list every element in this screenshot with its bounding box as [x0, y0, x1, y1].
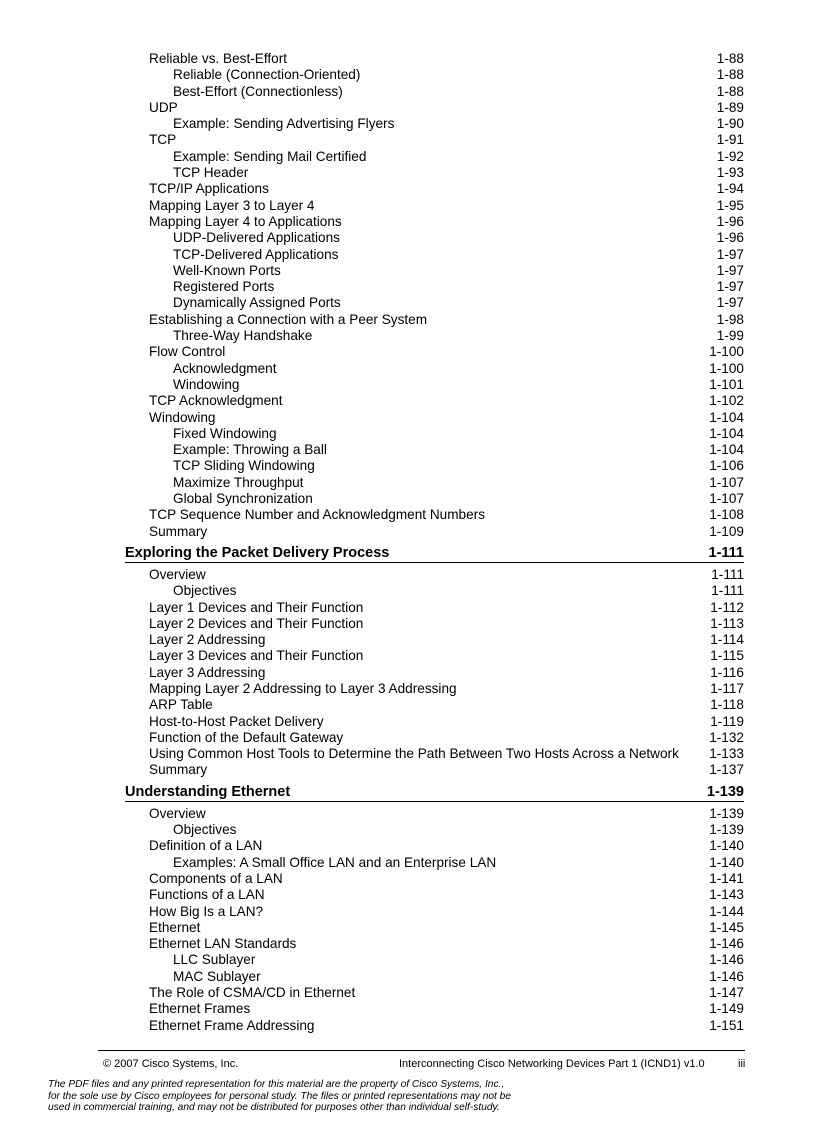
toc-entry[interactable] [125, 936, 744, 952]
toc-entry[interactable] [125, 361, 744, 377]
toc-entry[interactable] [125, 279, 744, 295]
toc-entry-page: 1-140 [709, 854, 744, 870]
toc-entry-page: 1-96 [716, 213, 744, 229]
toc-entry-title: Using Common Host Tools to Determine the Path Between Two Hosts Across a Network [149, 746, 679, 762]
toc-entry-title: Ethernet Frame Addressing [149, 1017, 315, 1033]
toc-entry-page: 1-114 [710, 632, 744, 648]
toc-entry[interactable] [125, 230, 744, 246]
toc-entry[interactable] [125, 377, 744, 393]
toc-entry[interactable] [125, 648, 744, 664]
toc-entry[interactable] [125, 632, 744, 648]
toc-entry[interactable] [125, 198, 744, 214]
toc-entry-title: Reliable vs. Best-Effort [149, 51, 288, 66]
toc-entry[interactable] [125, 328, 744, 344]
toc-entry-title: Mapping Layer 3 to Layer 4 [149, 197, 315, 213]
toc-entry-page: 1-96 [716, 230, 744, 246]
table-of-contents [125, 51, 744, 1034]
toc-entry-title: Layer 3 Devices and Their Function [149, 648, 364, 664]
toc-entry-page: 1-107 [709, 491, 744, 507]
toc-entry-title: Understanding Ethernet [125, 783, 291, 800]
toc-entry-title: UDP-Delivered Applications [173, 230, 340, 246]
toc-entry[interactable] [125, 410, 744, 426]
toc-entry-title: Three-Way Handshake [173, 328, 313, 344]
toc-entry[interactable] [125, 904, 744, 920]
toc-entry[interactable] [125, 426, 744, 442]
toc-entry-page: 1-116 [710, 664, 744, 680]
toc-entry[interactable] [125, 746, 744, 762]
toc-entry-title: Example: Throwing a Ball [173, 442, 327, 458]
toc-entry[interactable] [125, 181, 744, 197]
toc-entry-title: Example: Sending Mail Certified [173, 148, 367, 164]
toc-entry-title: Fixed Windowing [173, 425, 277, 441]
toc-entry-page: 1-101 [709, 376, 744, 392]
toc-entry[interactable] [125, 697, 744, 713]
toc-entry-page: 1-146 [709, 968, 744, 984]
toc-entry-page: 1-98 [716, 311, 744, 327]
toc-entry-page: 1-146 [709, 952, 744, 968]
toc-entry[interactable] [125, 149, 744, 165]
toc-entry-page: 1-97 [716, 262, 744, 278]
toc-entry[interactable] [125, 100, 744, 116]
toc-entry-title: Best-Effort (Connectionless) [173, 83, 343, 99]
toc-entry[interactable] [125, 1018, 744, 1034]
toc-entry-page: 1-109 [709, 523, 744, 539]
toc-entry-title: Components of a LAN [149, 870, 283, 886]
toc-entry-page: 1-89 [716, 99, 744, 115]
toc-entry-title: TCP Header [173, 165, 249, 181]
toc-entry-page: 1-133 [709, 746, 744, 762]
toc-entry-page: 1-99 [716, 328, 744, 344]
toc-entry[interactable] [125, 730, 744, 746]
toc-entry-title: Layer 3 Addressing [149, 664, 266, 680]
toc-entry-page: 1-139 [709, 822, 744, 838]
toc-entry-title: Summary [149, 523, 208, 539]
toc-entry-title: Overview [149, 805, 206, 821]
toc-entry-page: 1-88 [716, 67, 744, 83]
disclaimer-line: for the sole use by Cisco employees for personal study. The files or printed representations may not be [48, 1090, 512, 1102]
toc-entry-page: 1-143 [709, 887, 744, 903]
toc-entry-page: 1-141 [709, 870, 744, 886]
disclaimer [48, 1079, 608, 1114]
toc-entry-page: 1-91 [716, 132, 744, 148]
toc-entry-page: 1-137 [709, 762, 744, 778]
toc-entry-title: Definition of a LAN [149, 838, 263, 854]
toc-entry-title: Objectives [173, 822, 237, 838]
toc-entry-page: 1-111 [711, 566, 744, 582]
toc-entry[interactable] [125, 263, 744, 279]
toc-section-heading[interactable] [125, 784, 744, 802]
toc-entry-page: 1-108 [709, 507, 744, 523]
toc-entry[interactable] [125, 952, 744, 968]
toc-entry[interactable] [125, 920, 744, 936]
toc-entry-page: 1-144 [709, 903, 744, 919]
footer-course-title: Interconnecting Cisco Networking Devices Part 1 (ICND1) v1.0 [399, 1058, 705, 1070]
toc-entry-title: Objectives [173, 583, 237, 599]
toc-entry[interactable] [125, 855, 744, 871]
toc-entry[interactable] [125, 247, 744, 263]
toc-entry-title: Flow Control [149, 344, 226, 360]
toc-entry-title: Registered Ports [173, 279, 275, 295]
toc-entry-page: 1-147 [709, 985, 744, 1001]
toc-entry-title: Layer 1 Devices and Their Function [149, 599, 364, 615]
toc-entry-title: ARP Table [149, 697, 213, 713]
toc-entry-title: TCP [149, 132, 177, 148]
toc-entry-title: Dynamically Assigned Ports [173, 295, 341, 311]
toc-entry-page: 1-100 [709, 360, 744, 376]
toc-entry-title: TCP Sequence Number and Acknowledgment Numbers [149, 507, 485, 523]
toc-entry-title: Host-to-Host Packet Delivery [149, 713, 324, 729]
disclaimer-line: used in commercial training, and may not be distributed for purposes other than individual self-study. [48, 1102, 500, 1113]
toc-entry-page: 1-111 [711, 583, 744, 599]
toc-entry-page: 1-97 [716, 279, 744, 295]
toc-entry-title: Ethernet [149, 919, 201, 935]
toc-entry-page: 1-111 [708, 544, 744, 561]
toc-entry[interactable] [125, 84, 744, 100]
toc-entry-page: 1-88 [716, 83, 744, 99]
toc-entry[interactable] [125, 665, 744, 681]
toc-entry-title: Establishing a Connection with a Peer System [149, 311, 428, 327]
toc-entry-page: 1-88 [716, 51, 744, 66]
toc-entry-title: Acknowledgment [173, 360, 277, 376]
toc-entry[interactable] [125, 67, 744, 83]
toc-entry[interactable] [125, 1001, 744, 1017]
toc-entry-page: 1-149 [709, 1001, 744, 1017]
toc-entry-title: Overview [149, 566, 206, 582]
toc-entry-title: TCP Sliding Windowing [173, 458, 315, 474]
toc-entry-page: 1-115 [710, 648, 744, 664]
toc-entry-page: 1-132 [709, 729, 744, 745]
toc-entry[interactable] [125, 681, 744, 697]
toc-entry-page: 1-104 [709, 425, 744, 441]
toc-entry-title: Examples: A Small Office LAN and an Enterprise LAN [173, 854, 497, 870]
toc-entry-title: MAC Sublayer [173, 968, 261, 984]
toc-entry-page: 1-118 [710, 697, 744, 713]
toc-entry[interactable] [125, 51, 744, 67]
toc-entry-title: TCP/IP Applications [149, 181, 269, 197]
toc-entry-title: Reliable (Connection-Oriented) [173, 67, 361, 83]
toc-entry-page: 1-97 [716, 246, 744, 262]
toc-entry-page: 1-93 [716, 165, 744, 181]
toc-entry-title: How Big Is a LAN? [149, 903, 264, 919]
toc-entry-title: Mapping Layer 2 Addressing to Layer 3 Addressing [149, 680, 457, 696]
toc-entry[interactable] [125, 887, 744, 903]
footer-page-number: iii [738, 1058, 746, 1070]
toc-entry[interactable] [125, 344, 744, 360]
toc-entry-page: 1-119 [710, 713, 744, 729]
toc-entry[interactable] [125, 442, 744, 458]
toc-entry-title: Windowing [149, 409, 216, 425]
toc-entry-page: 1-90 [716, 116, 744, 132]
footer-divider [98, 1050, 745, 1051]
toc-entry-page: 1-107 [709, 474, 744, 490]
toc-entry-title: Well-Known Ports [173, 262, 281, 278]
toc-entry[interactable] [125, 600, 744, 616]
toc-entry-title: Function of the Default Gateway [149, 729, 344, 745]
toc-entry[interactable] [125, 762, 744, 778]
toc-entry-page: 1-102 [709, 393, 744, 409]
toc-entry-page: 1-151 [709, 1017, 744, 1033]
toc-entry-page: 1-113 [710, 615, 744, 631]
toc-entry-page: 1-145 [709, 919, 744, 935]
toc-entry[interactable] [125, 165, 744, 181]
toc-entry[interactable] [125, 458, 744, 474]
toc-entry-title: UDP [149, 99, 178, 115]
toc-entry[interactable] [125, 969, 744, 985]
toc-entry-title: Maximize Throughput [173, 474, 304, 490]
toc-entry-title: The Role of CSMA/CD in Ethernet [149, 985, 356, 1001]
toc-entry[interactable] [125, 491, 744, 507]
toc-entry[interactable] [125, 214, 744, 230]
toc-entry-page: 1-104 [709, 442, 744, 458]
toc-entry[interactable] [125, 806, 744, 822]
toc-entry[interactable] [125, 507, 744, 523]
toc-entry[interactable] [125, 567, 744, 583]
toc-entry-page: 1-94 [716, 181, 744, 197]
toc-entry-page: 1-112 [710, 599, 744, 615]
toc-entry-page: 1-100 [709, 344, 744, 360]
toc-entry-page: 1-117 [710, 680, 744, 696]
toc-entry[interactable] [125, 583, 744, 599]
toc-entry-title: Summary [149, 762, 208, 778]
toc-entry-title: Windowing [173, 376, 240, 392]
toc-entry-title: Ethernet LAN Standards [149, 936, 297, 952]
toc-entry[interactable] [125, 871, 744, 887]
toc-entry-title: Functions of a LAN [149, 887, 265, 903]
toc-entry-page: 1-139 [709, 805, 744, 821]
toc-entry[interactable] [125, 714, 744, 730]
toc-entry[interactable] [125, 116, 744, 132]
footer-copyright: © 2007 Cisco Systems, Inc. [103, 1058, 239, 1070]
toc-entry[interactable] [125, 822, 744, 838]
toc-entry-page: 1-106 [709, 458, 744, 474]
toc-entry[interactable] [125, 985, 744, 1001]
toc-entry-page: 1-139 [706, 783, 744, 800]
toc-entry-page: 1-92 [716, 148, 744, 164]
toc-entry-page: 1-97 [716, 295, 744, 311]
toc-entry-title: Mapping Layer 4 to Applications [149, 213, 342, 229]
toc-entry-title: Ethernet Frames [149, 1001, 251, 1017]
toc-entry[interactable] [125, 312, 744, 328]
toc-entry-page: 1-146 [709, 936, 744, 952]
toc-entry-title: TCP Acknowledgment [149, 393, 283, 409]
toc-entry[interactable] [125, 393, 744, 409]
toc-entry[interactable] [125, 132, 744, 148]
toc-entry[interactable] [125, 524, 744, 540]
toc-entry[interactable] [125, 616, 744, 632]
toc-entry[interactable] [125, 838, 744, 854]
toc-entry[interactable] [125, 475, 744, 491]
toc-entry-title: Layer 2 Devices and Their Function [149, 615, 364, 631]
toc-entry-title: Global Synchronization [173, 491, 313, 507]
toc-entry-page: 1-104 [709, 409, 744, 425]
toc-section-heading[interactable] [125, 545, 744, 563]
toc-entry-page: 1-140 [709, 838, 744, 854]
toc-entry-title: TCP-Delivered Applications [173, 246, 339, 262]
toc-entry[interactable] [125, 295, 744, 311]
toc-entry-title: Example: Sending Advertising Flyers [173, 116, 395, 132]
toc-entry-title: Exploring the Packet Delivery Process [125, 544, 390, 561]
toc-entry-page: 1-95 [716, 197, 744, 213]
toc-entry-title: LLC Sublayer [173, 952, 256, 968]
toc-entry-title: Layer 2 Addressing [149, 632, 266, 648]
disclaimer-line: The PDF files and any printed representation for this material are the property of Cisco Systems, Inc., [48, 1079, 505, 1090]
